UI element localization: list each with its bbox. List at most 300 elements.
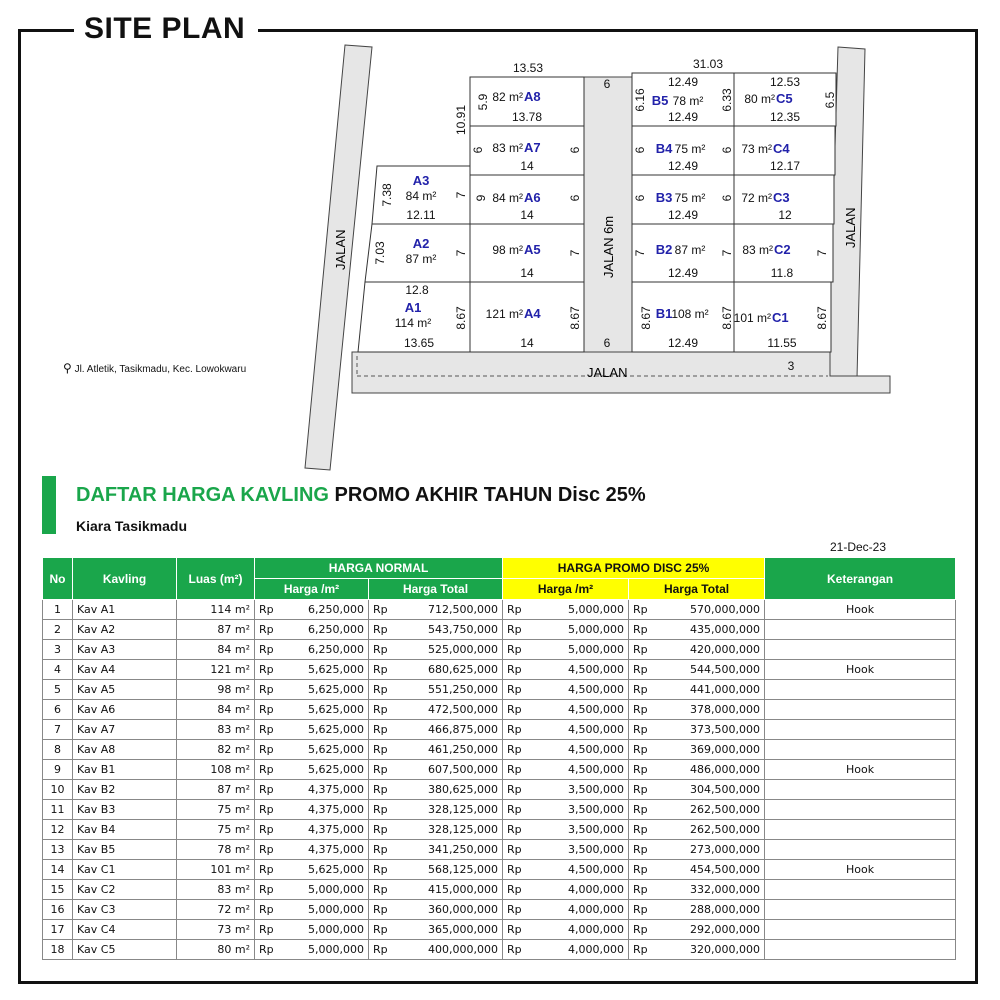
currency-label: Rp (373, 823, 388, 836)
currency-label: Rp (633, 703, 648, 716)
dimension-label: 6 (568, 194, 582, 202)
col-promo-harga-m2: Harga /m² (503, 579, 629, 600)
cell-normal-total-value: 415,000,000 (428, 883, 499, 896)
cell-keterangan (765, 940, 956, 960)
cell-promo-m2-value: 5,000,000 (568, 603, 625, 616)
plot-area-b3: 75 m² (674, 191, 706, 205)
cell-luas: 121 m² (177, 660, 255, 680)
currency-label: Rp (507, 883, 522, 896)
currency-label: Rp (259, 623, 274, 636)
cell-normal-total (369, 640, 503, 660)
cell-normal-total-value: 607,500,000 (428, 763, 499, 776)
cell-luas: 84 m² (177, 700, 255, 720)
location-pin-icon: ⚲ (63, 361, 72, 375)
cell-promo-m2-value: 4,500,000 (568, 863, 625, 876)
dimension-label: 14 (520, 266, 534, 280)
cell-normal-total-value: 472,500,000 (428, 703, 499, 716)
cell-promo-total-value: 292,000,000 (690, 923, 761, 936)
currency-label: Rp (633, 723, 648, 736)
currency-label: Rp (373, 763, 388, 776)
cell-promo-m2 (503, 800, 629, 820)
dimension-label: 13.65 (403, 336, 435, 350)
dimension-label: 6 (471, 146, 485, 154)
cell-normal-total-value: 525,000,000 (428, 643, 499, 656)
cell-luas: 108 m² (177, 760, 255, 780)
currency-label: Rp (507, 683, 522, 696)
cell-promo-total-value: 320,000,000 (690, 943, 761, 956)
dimension-label: 6.33 (720, 88, 734, 112)
cell-normal-m2 (255, 620, 369, 640)
table-row (43, 940, 956, 960)
table-row (43, 600, 956, 620)
plot-label-a5: A5 (524, 242, 541, 257)
currency-label: Rp (507, 743, 522, 756)
plot-area-c5: 80 m² (744, 92, 775, 106)
currency-label: Rp (259, 843, 274, 856)
dimension-label: 13.78 (511, 110, 543, 124)
currency-label: Rp (259, 943, 274, 956)
col-no: No (43, 558, 73, 600)
currency-label: Rp (507, 923, 522, 936)
cell-kavling: Kav A6 (73, 700, 177, 720)
block-a (358, 77, 584, 352)
cell-normal-m2-value: 4,375,000 (308, 843, 364, 856)
plot-label-a8: A8 (524, 89, 541, 104)
currency-label: Rp (259, 603, 274, 616)
dimension-label: 11.55 (767, 336, 797, 350)
dimension-label: 12.49 (667, 208, 699, 222)
plot-area-a7: 83 m² (492, 141, 523, 155)
dimension-label: 6 (720, 146, 734, 154)
currency-label: Rp (507, 703, 522, 716)
currency-label: Rp (259, 863, 274, 876)
cell-no: 7 (43, 720, 73, 740)
currency-label: Rp (259, 823, 274, 836)
dimension-label: 7 (815, 249, 829, 257)
cell-promo-m2 (503, 740, 629, 760)
cell-promo-m2 (503, 620, 629, 640)
cell-normal-total-value: 680,625,000 (428, 663, 499, 676)
cell-normal-total (369, 680, 503, 700)
dimension-label: 14 (520, 336, 534, 350)
cell-promo-total-value: 262,500,000 (690, 803, 761, 816)
cell-normal-m2-value: 5,625,000 (308, 723, 364, 736)
cell-no: 17 (43, 920, 73, 940)
plot-area-a5: 98 m² (492, 243, 523, 257)
cell-normal-total (369, 620, 503, 640)
plot-area-c2: 83 m² (742, 243, 773, 257)
table-row (43, 720, 956, 740)
cell-promo-m2 (503, 840, 629, 860)
dimension-label: 6 (720, 194, 734, 202)
cell-promo-total-value: 288,000,000 (690, 903, 761, 916)
cell-normal-m2-value: 5,000,000 (308, 943, 364, 956)
currency-label: Rp (507, 663, 522, 676)
cell-normal-m2 (255, 880, 369, 900)
currency-label: Rp (633, 843, 648, 856)
cell-normal-total-value: 365,000,000 (428, 923, 499, 936)
address-text: Jl. Atletik, Tasikmadu, Kec. Lowokwaru (74, 364, 247, 375)
cell-keterangan (765, 700, 956, 720)
cell-no: 16 (43, 900, 73, 920)
plot-label-c4: C4 (773, 141, 790, 156)
cell-kavling: Kav A7 (73, 720, 177, 740)
cell-normal-total (369, 800, 503, 820)
cell-promo-total-value: 486,000,000 (690, 763, 761, 776)
currency-label: Rp (259, 743, 274, 756)
currency-label: Rp (633, 663, 648, 676)
dimension-label: 12.8 (405, 283, 429, 297)
currency-label: Rp (507, 843, 522, 856)
plot-label-a4: A4 (524, 306, 541, 321)
cell-luas: 78 m² (177, 840, 255, 860)
cell-keterangan (765, 820, 956, 840)
cell-normal-m2-value: 5,625,000 (308, 683, 364, 696)
currency-label: Rp (259, 763, 274, 776)
cell-kavling: Kav C2 (73, 880, 177, 900)
currency-label: Rp (373, 623, 388, 636)
road-right-label: JALAN (843, 207, 858, 248)
price-table (42, 557, 956, 960)
currency-label: Rp (259, 703, 274, 716)
cell-promo-m2 (503, 660, 629, 680)
cell-keterangan: Hook (765, 600, 956, 620)
currency-label: Rp (507, 863, 522, 876)
dimension-label: 6 (633, 146, 647, 154)
cell-normal-m2-value: 5,625,000 (308, 763, 364, 776)
plot-label-c2: C2 (774, 242, 791, 257)
plot-label-a6: A6 (524, 190, 541, 205)
dimension-label: 12.49 (667, 159, 699, 173)
cell-no: 15 (43, 880, 73, 900)
cell-promo-total (629, 800, 765, 820)
currency-label: Rp (259, 683, 274, 696)
cell-normal-total-value: 712,500,000 (428, 603, 499, 616)
dimension-label: 12.11 (406, 208, 436, 222)
cell-promo-total-value: 454,500,000 (690, 863, 761, 876)
cell-promo-total-value: 378,000,000 (690, 703, 761, 716)
currency-label: Rp (507, 783, 522, 796)
dimension-label: 12.49 (667, 75, 699, 89)
plot-label-a3: A3 (412, 173, 430, 188)
dimension-label: 7 (633, 249, 647, 257)
plot-label-a1: A1 (404, 300, 422, 315)
currency-label: Rp (633, 923, 648, 936)
cell-promo-m2-value: 4,000,000 (568, 943, 625, 956)
cell-normal-m2 (255, 680, 369, 700)
dimension-label: 31.03 (692, 57, 724, 71)
table-row (43, 820, 956, 840)
dimension-label: 8.67 (720, 306, 734, 330)
currency-label: Rp (507, 903, 522, 916)
cell-luas: 83 m² (177, 720, 255, 740)
heading-part2: PROMO AKHIR TAHUN Disc 25% (334, 484, 646, 506)
cell-kavling: Kav C5 (73, 940, 177, 960)
cell-normal-m2-value: 5,625,000 (308, 863, 364, 876)
cell-promo-m2-value: 4,500,000 (568, 703, 625, 716)
plot-area-a3: 84 m² (405, 189, 437, 203)
table-row (43, 700, 956, 720)
cell-promo-total-value: 273,000,000 (690, 843, 761, 856)
cell-promo-total-value: 570,000,000 (690, 603, 761, 616)
currency-label: Rp (507, 723, 522, 736)
plot-area-c3: 72 m² (741, 191, 772, 205)
cell-promo-m2 (503, 680, 629, 700)
dimension-label: 12.35 (769, 110, 801, 124)
col-promo-harga-total: Harga Total (629, 579, 765, 600)
cell-normal-m2 (255, 900, 369, 920)
plot-area-a4: 121 m² (485, 307, 523, 321)
currency-label: Rp (373, 683, 388, 696)
cell-normal-total (369, 880, 503, 900)
cell-normal-m2 (255, 600, 369, 620)
cell-normal-m2 (255, 700, 369, 720)
currency-label: Rp (507, 803, 522, 816)
cell-normal-total (369, 900, 503, 920)
cell-promo-total (629, 900, 765, 920)
cell-normal-m2-value: 5,625,000 (308, 743, 364, 756)
cell-normal-m2 (255, 640, 369, 660)
plot-area-a8: 82 m² (492, 90, 523, 104)
cell-keterangan (765, 640, 956, 660)
currency-label: Rp (259, 803, 274, 816)
dimension-label: 7 (568, 249, 582, 257)
cell-kavling: Kav C3 (73, 900, 177, 920)
dimension-label: 7 (720, 249, 734, 257)
cell-promo-m2-value: 3,500,000 (568, 783, 625, 796)
cell-luas: 84 m² (177, 640, 255, 660)
cell-promo-m2-value: 4,500,000 (568, 663, 625, 676)
cell-normal-m2-value: 4,375,000 (308, 803, 364, 816)
cell-kavling: Kav C4 (73, 920, 177, 940)
dimension-label: 3 (787, 359, 795, 373)
currency-label: Rp (373, 663, 388, 676)
cell-promo-m2-value: 4,500,000 (568, 743, 625, 756)
cell-normal-total-value: 328,125,000 (428, 803, 499, 816)
table-row (43, 620, 956, 640)
col-normal-harga-m2: Harga /m² (255, 579, 369, 600)
cell-normal-total-value: 551,250,000 (428, 683, 499, 696)
cell-normal-total (369, 600, 503, 620)
currency-label: Rp (507, 643, 522, 656)
currency-label: Rp (633, 743, 648, 756)
cell-promo-total-value: 435,000,000 (690, 623, 761, 636)
cell-promo-total-value: 420,000,000 (690, 643, 761, 656)
cell-promo-total (629, 940, 765, 960)
currency-label: Rp (373, 843, 388, 856)
plot-area-c4: 73 m² (741, 142, 772, 156)
plot-label-b1: B1 (655, 306, 673, 321)
table-row (43, 640, 956, 660)
table-row (43, 860, 956, 880)
cell-promo-m2-value: 5,000,000 (568, 623, 625, 636)
plot-label-c5: C5 (776, 91, 793, 106)
dimension-label: 7 (454, 249, 468, 257)
cell-promo-m2-value: 4,500,000 (568, 763, 625, 776)
currency-label: Rp (373, 603, 388, 616)
cell-luas: 114 m² (177, 600, 255, 620)
cell-normal-total (369, 780, 503, 800)
dimension-label: 12.49 (667, 336, 699, 350)
cell-promo-total-value: 544,500,000 (690, 663, 761, 676)
cell-luas: 73 m² (177, 920, 255, 940)
cell-keterangan (765, 920, 956, 940)
table-row (43, 680, 956, 700)
col-kavling: Kavling (73, 558, 177, 600)
cell-kavling: Kav B1 (73, 760, 177, 780)
cell-normal-m2-value: 4,375,000 (308, 823, 364, 836)
currency-label: Rp (259, 643, 274, 656)
dimension-label: 12.49 (667, 110, 699, 124)
cell-promo-m2-value: 4,500,000 (568, 723, 625, 736)
cell-no: 9 (43, 760, 73, 780)
cell-keterangan (765, 620, 956, 640)
cell-luas: 87 m² (177, 780, 255, 800)
plot-area-a6: 84 m² (492, 191, 523, 205)
currency-label: Rp (633, 883, 648, 896)
table-row (43, 900, 956, 920)
cell-no: 18 (43, 940, 73, 960)
currency-label: Rp (373, 903, 388, 916)
col-normal-harga-total: Harga Total (369, 579, 503, 600)
plot-label-c3: C3 (773, 190, 790, 205)
cell-promo-m2 (503, 700, 629, 720)
cell-no: 6 (43, 700, 73, 720)
dimension-label: 6 (568, 146, 582, 154)
cell-promo-total (629, 820, 765, 840)
cell-normal-m2 (255, 760, 369, 780)
cell-no: 10 (43, 780, 73, 800)
cell-no: 12 (43, 820, 73, 840)
dimension-label: 11.8 (770, 266, 794, 280)
cell-promo-m2 (503, 920, 629, 940)
dimension-label: 8.67 (568, 306, 582, 330)
table-row (43, 660, 956, 680)
dimension-label: 7.03 (373, 241, 387, 265)
cell-promo-m2 (503, 820, 629, 840)
cell-promo-m2-value: 3,500,000 (568, 823, 625, 836)
cell-promo-m2 (503, 880, 629, 900)
cell-normal-m2 (255, 840, 369, 860)
table-row (43, 840, 956, 860)
cell-kavling: Kav B2 (73, 780, 177, 800)
currency-label: Rp (633, 683, 648, 696)
cell-kavling: Kav B5 (73, 840, 177, 860)
cell-promo-total (629, 680, 765, 700)
cell-normal-m2 (255, 720, 369, 740)
dimension-label: 8.67 (454, 306, 468, 330)
cell-promo-m2-value: 3,500,000 (568, 843, 625, 856)
cell-normal-m2 (255, 740, 369, 760)
cell-promo-total (629, 760, 765, 780)
cell-luas: 98 m² (177, 680, 255, 700)
cell-keterangan (765, 680, 956, 700)
cell-promo-m2 (503, 780, 629, 800)
currency-label: Rp (633, 863, 648, 876)
dimension-label: 7.38 (380, 183, 394, 207)
dimension-label: 12.49 (667, 266, 699, 280)
plot-label-b3: B3 (655, 190, 673, 205)
currency-label: Rp (633, 803, 648, 816)
dimension-label: 13.53 (512, 61, 544, 75)
dimension-label: 12.17 (769, 159, 801, 173)
currency-label: Rp (259, 883, 274, 896)
cell-promo-total (629, 660, 765, 680)
plot-label-c1: C1 (772, 310, 789, 325)
road-left-label: JALAN (333, 229, 348, 270)
cell-no: 2 (43, 620, 73, 640)
cell-kavling: Kav B4 (73, 820, 177, 840)
cell-no: 11 (43, 800, 73, 820)
currency-label: Rp (259, 663, 274, 676)
cell-kavling: Kav A5 (73, 680, 177, 700)
cell-no: 14 (43, 860, 73, 880)
cell-normal-m2-value: 6,250,000 (308, 623, 364, 636)
cell-normal-m2-value: 4,375,000 (308, 783, 364, 796)
cell-normal-m2-value: 5,000,000 (308, 903, 364, 916)
cell-promo-total (629, 600, 765, 620)
currency-label: Rp (507, 623, 522, 636)
cell-keterangan: Hook (765, 660, 956, 680)
dimension-label: 8.67 (815, 306, 829, 330)
cell-promo-m2-value: 3,500,000 (568, 803, 625, 816)
cell-luas: 80 m² (177, 940, 255, 960)
road-middle-label: JALAN 6m (601, 215, 616, 278)
cell-kavling: Kav B3 (73, 800, 177, 820)
plot-label-b2: B2 (655, 242, 673, 257)
plot-label-a7: A7 (524, 140, 541, 155)
cell-normal-total-value: 328,125,000 (428, 823, 499, 836)
plot-area-b4: 75 m² (674, 142, 706, 156)
cell-promo-total-value: 304,500,000 (690, 783, 761, 796)
cell-normal-m2 (255, 920, 369, 940)
heading-subtitle: Kiara Tasikmadu (76, 518, 188, 534)
cell-luas: 101 m² (177, 860, 255, 880)
cell-promo-total (629, 640, 765, 660)
table-row (43, 780, 956, 800)
currency-label: Rp (373, 863, 388, 876)
cell-normal-m2-value: 6,250,000 (308, 643, 364, 656)
address (63, 361, 246, 375)
cell-luas: 87 m² (177, 620, 255, 640)
cell-normal-total-value: 568,125,000 (428, 863, 499, 876)
plot-label-b5: B5 (651, 93, 669, 108)
table-row (43, 880, 956, 900)
dimension-label: 6 (603, 336, 611, 350)
currency-label: Rp (507, 763, 522, 776)
cell-no: 3 (43, 640, 73, 660)
cell-normal-total (369, 700, 503, 720)
cell-promo-total (629, 880, 765, 900)
table-row (43, 920, 956, 940)
cell-normal-total (369, 720, 503, 740)
currency-label: Rp (633, 823, 648, 836)
cell-keterangan: Hook (765, 860, 956, 880)
plot-area-b2: 87 m² (674, 243, 706, 257)
cell-promo-total (629, 780, 765, 800)
cell-keterangan (765, 780, 956, 800)
cell-normal-total (369, 920, 503, 940)
currency-label: Rp (373, 883, 388, 896)
currency-label: Rp (633, 763, 648, 776)
site-plan (0, 0, 1000, 480)
cell-kavling: Kav A2 (73, 620, 177, 640)
dimension-label: 7 (454, 191, 468, 199)
cell-promo-m2 (503, 720, 629, 740)
cell-promo-total (629, 860, 765, 880)
cell-promo-total-value: 373,500,000 (690, 723, 761, 736)
table-row (43, 800, 956, 820)
